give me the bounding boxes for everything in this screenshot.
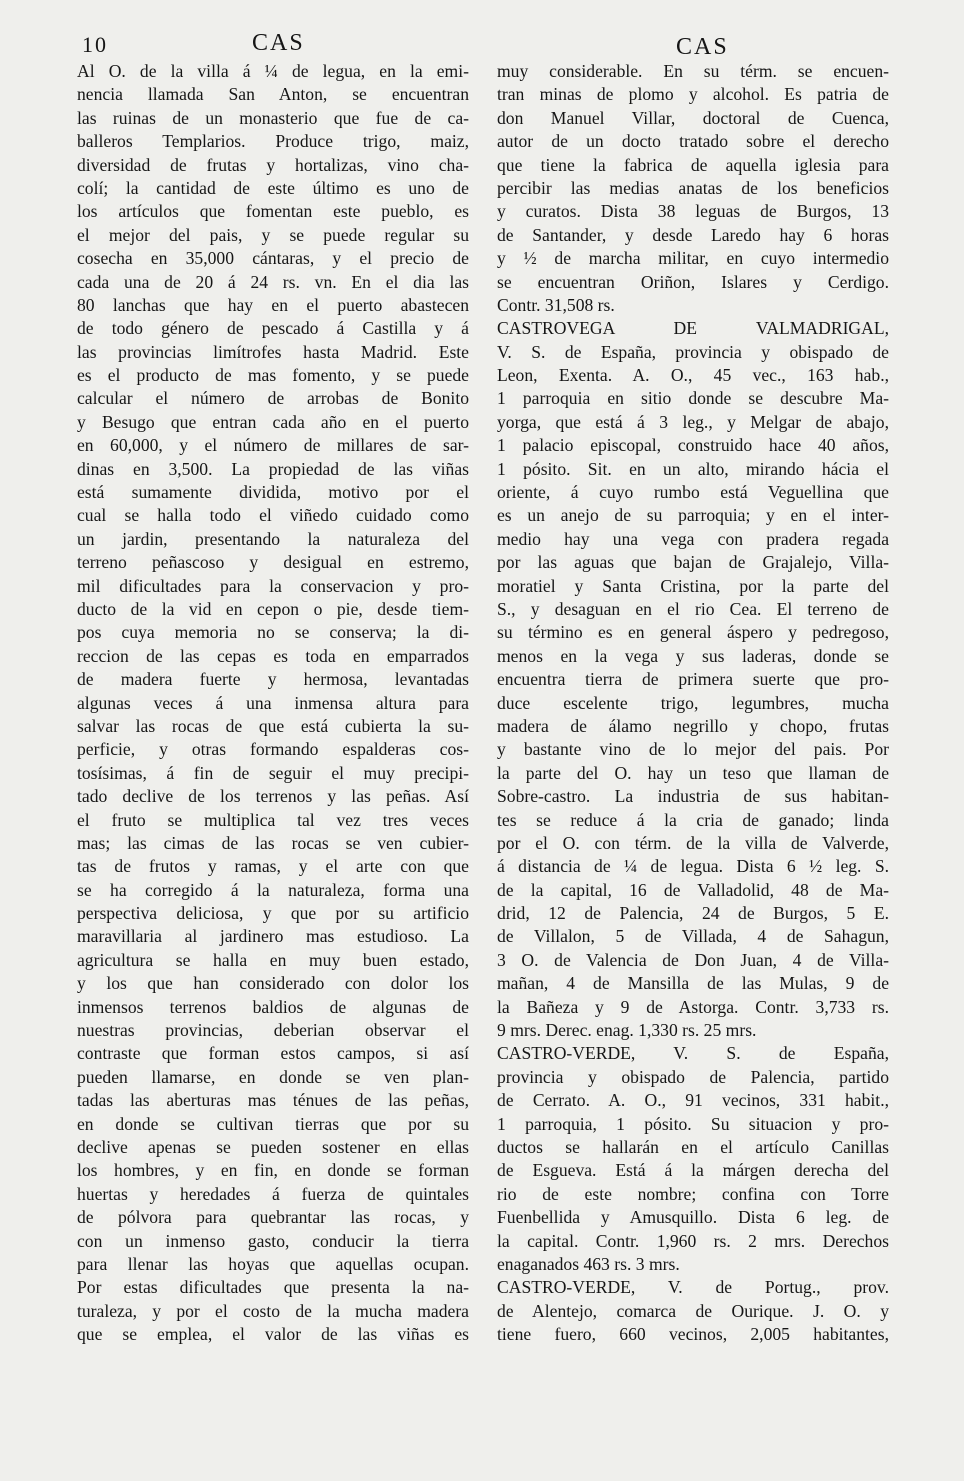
text-line: inmensos terrenos baldios de algunas de	[77, 996, 469, 1017]
text-line: nencia llamada San Anton, se encuentran	[77, 84, 469, 105]
text-line: V. S. de España, provincia y obispado de	[497, 341, 889, 362]
text-line: cual se halla todo el viñedo cuidado como	[77, 505, 469, 526]
text-line: de la capital, 16 de Valladolid, 48 de Ma-	[497, 879, 889, 900]
text-line: y bastante vino de lo mejor del pais. Por	[497, 739, 889, 760]
text-line: ducto de la vid en cepon o pie, desde tiem-	[77, 598, 469, 619]
text-line: oriente, á cuyo rumbo está Veguellina que	[497, 482, 889, 503]
text-line: los hombres, y en fin, en donde se forman	[77, 1160, 469, 1181]
text-line: de Villalon, 5 de Villada, 4 de Sahagun,	[497, 926, 889, 947]
text-line: Sobre-castro. La industria de sus habitan-	[497, 786, 889, 807]
text-line: tas de frutos y ramas, y el arte con que	[77, 856, 469, 877]
text-line: declive apenas se pueden sostener en ellas	[77, 1136, 469, 1157]
text-line: Fuenbellida y Amusquillo. Dista 6 leg. de	[497, 1207, 889, 1228]
text-line: tosísimas, á fin de seguir el muy precipi-	[77, 762, 469, 783]
text-line: ductos se hallarán en el artículo Canillas	[497, 1136, 889, 1157]
text-line: 3 O. de Valencia de Don Juan, 4 de Villa-	[497, 949, 889, 970]
text-line: Al O. de la villa á ¼ de legua, en la emi-	[77, 61, 469, 81]
left-running-heading: CAS	[252, 30, 305, 56]
text-line: de Esgueva. Está á la márgen derecha del	[497, 1160, 889, 1181]
text-line: rio de este nombre; confina con Torre	[497, 1183, 889, 1204]
text-line: para llenar las hoyas que aquellas ocupan.	[77, 1253, 469, 1274]
text-line: á distancia de ¼ de legua. Dista 6 ½ leg. S.	[497, 856, 889, 877]
text-line: es un anejo de su parroquia; y en el inter-	[497, 505, 889, 526]
text-line: de madera fuerte y hermosa, levantadas	[77, 669, 469, 690]
text-line: 1 pósito. Sit. en un alto, mirando hácia el	[497, 458, 889, 479]
text-line: cosecha en 35,000 cántaras, y el precio de	[77, 248, 469, 269]
text-line: Contr. 31,508 rs.	[497, 294, 615, 315]
text-line: 9 mrs. Derec. enag. 1,330 rs. 25 mrs.	[497, 1020, 757, 1041]
text-line: perspectiva deliciosa, y que por su artificio	[77, 903, 469, 924]
text-line: un jardin, presentando la naturaleza del	[77, 528, 469, 549]
text-line: duce escelente trigo, legumbres, mucha	[497, 692, 889, 713]
text-line: la Bañeza y 9 de Astorga. Contr. 3,733 rs.	[497, 996, 889, 1017]
text-line: algunas veces á una inmensa altura para	[77, 692, 469, 713]
text-line: drid, 12 de Palencia, 24 de Burgos, 5 E.	[497, 903, 889, 924]
text-line: la capital. Contr. 1,960 rs. 2 mrs. Derechos	[497, 1230, 889, 1251]
text-line: la parte del O. hay un teso que llaman de	[497, 762, 889, 783]
right-text-column	[497, 60, 889, 1346]
text-line: y Besugo que entran cada año en el puerto	[77, 411, 469, 432]
text-line: diversidad de frutas y hortalizas, vino cha-	[77, 154, 469, 175]
text-line: es el producto de mas fomento, y se puede	[77, 365, 469, 386]
text-line: 1 palacio episcopal, construido hace 40 años,	[497, 435, 889, 456]
text-line: medio hay una vega con pradera regada	[497, 528, 889, 549]
text-line: tadas las aberturas mas ténues de las peñas,	[77, 1090, 469, 1111]
text-line: el mejor del pais, y se puede regular su	[77, 224, 469, 245]
text-line: terreno peñascoso y desigual en estremo,	[77, 552, 469, 573]
text-line: pos cuya memoria no se conserva; la di-	[77, 622, 469, 643]
text-line: CASTRO-VERDE, V. S. de España,	[497, 1043, 889, 1064]
text-line: menos en la vega y sus laderas, donde se	[497, 645, 889, 666]
text-line: autor de un docto tratado sobre el derecho	[497, 131, 889, 152]
text-line: que se emplea, el valor de las viñas es	[77, 1324, 469, 1345]
text-line: tran minas de plomo y alcohol. Es patria de	[497, 84, 889, 105]
right-running-heading: CAS	[676, 34, 729, 60]
text-line: por las aguas que bajan de Grajalejo, Villa-	[497, 552, 889, 573]
text-line: encuentra tierra de primera suerte que pro-	[497, 669, 889, 690]
text-line: agricultura se halla en muy buen estado,	[77, 949, 469, 970]
text-line: perficie, y otras formando espalderas cos-	[77, 739, 469, 760]
text-line: los artículos que fomentan este pueblo, es	[77, 201, 469, 222]
text-line: don Manuel Villar, doctoral de Cuenca,	[497, 107, 889, 128]
text-line: en 60,000, y el número de millares de sar-	[77, 435, 469, 456]
text-line: está sumamente dividida, motivo por el	[77, 482, 469, 503]
text-line: de Alentejo, comarca de Ourique. J. O. y	[497, 1300, 889, 1321]
left-text-column	[77, 60, 469, 1346]
text-line: se ha corregido á la naturaleza, forma una	[77, 879, 469, 900]
text-line: colí; la cantidad de este último es uno de	[77, 177, 469, 198]
text-line: salvar las rocas de que está cubierta la su-	[77, 715, 469, 736]
text-line: provincia y obispado de Palencia, partido	[497, 1066, 889, 1087]
text-line: en donde se cultivan tierras que por su	[77, 1113, 469, 1134]
text-line: CASTRO-VERDE, V. de Portug., prov.	[497, 1277, 889, 1298]
text-line: que tiene la fabrica de aquella iglesia para	[497, 154, 889, 175]
text-line: y los que han considerado con dolor los	[77, 973, 469, 994]
text-line: CASTROVEGA DE VALMADRIGAL,	[497, 318, 889, 339]
page-number: 10	[82, 32, 108, 57]
text-line: Leon, Exenta. A. O., 45 vec., 163 hab.,	[497, 365, 889, 386]
text-line: turaleza, y por el costo de la mucha madera	[77, 1300, 469, 1321]
text-line: 1 parroquia en sitio donde se descubre Ma-	[497, 388, 889, 409]
text-line: percibir las medias anatas de los beneficios	[497, 177, 889, 198]
text-line: de pólvora para quebrantar las rocas, y	[77, 1207, 469, 1228]
text-line: moratiel y Santa Cristina, por la parte del	[497, 575, 889, 596]
text-line: mañan, 4 de Mansilla de las Mulas, 9 de	[497, 973, 889, 994]
text-line: cada una de 20 á 24 rs. vn. En el dia las	[77, 271, 469, 292]
text-line: de Santander, y desde Laredo hay 6 horas	[497, 224, 889, 245]
text-line: por el O. con térm. de la villa de Valverde,	[497, 832, 889, 853]
text-line: el fruto se multiplica tal vez tres veces	[77, 809, 469, 830]
text-line: yorga, que está á 3 leg., y Melgar de abajo,	[497, 411, 889, 432]
text-line: 80 lanchas que hay en el puerto abastecen	[77, 294, 469, 315]
text-line: reccion de las cepas es toda en emparrados	[77, 645, 469, 666]
text-line: mil dificultades para la conservacion y pro-	[77, 575, 469, 596]
text-line: S., y desaguan en el rio Cea. El terreno de	[497, 598, 889, 619]
text-line: contraste que forman estos campos, si así	[77, 1043, 469, 1064]
text-line: tado declive de los terrenos y las peñas. Así	[77, 786, 469, 807]
text-line: Por estas dificultades que presenta la na-	[77, 1277, 469, 1298]
text-line: su término es en general áspero y pedregoso,	[497, 622, 889, 643]
text-line: madera de álamo negrillo y chopo, frutas	[497, 715, 889, 736]
text-line: dinas en 3,500. La propiedad de las viñas	[77, 458, 469, 479]
text-line: balleros Templarios. Produce trigo, maiz,	[77, 131, 469, 152]
text-line: nuestras provincias, deberian observar el	[77, 1020, 469, 1041]
text-line: maravillaria al jardinero mas estudioso. La	[77, 926, 469, 947]
text-line: de Cerrato. A. O., 91 vecinos, 331 habit.,	[497, 1090, 889, 1111]
text-line: con un inmenso gasto, conducir la tierra	[77, 1230, 469, 1251]
text-line: pueden llamarse, en donde se ven plan-	[77, 1066, 469, 1087]
text-line: muy considerable. En su térm. se encuen-	[497, 61, 889, 81]
text-line: tiene fuero, 660 vecinos, 2,005 habitantes,	[497, 1324, 889, 1345]
text-line: mas; las cimas de las rocas se ven cubier-	[77, 832, 469, 853]
text-line: de todo género de pescado á Castilla y á	[77, 318, 469, 339]
text-line: huertas y heredades á fuerza de quintales	[77, 1183, 469, 1204]
text-line: 1 parroquia, 1 pósito. Su situacion y pro-	[497, 1113, 889, 1134]
text-line: tes se reduce á la cria de ganado; linda	[497, 809, 889, 830]
text-line: y ½ de marcha militar, en cuyo intermedio	[497, 248, 889, 269]
text-line: enaganados 463 rs. 3 mrs.	[497, 1253, 680, 1274]
text-line: calcular el número de arrobas de Bonito	[77, 388, 469, 409]
text-line: se encuentran Oriñon, Islares y Cerdigo.	[497, 271, 889, 292]
text-line: las provincias limítrofes hasta Madrid. Este	[77, 341, 469, 362]
text-line: las ruinas de un monasterio que fue de ca-	[77, 107, 469, 128]
text-line: y curatos. Dista 38 leguas de Burgos, 13	[497, 201, 889, 222]
